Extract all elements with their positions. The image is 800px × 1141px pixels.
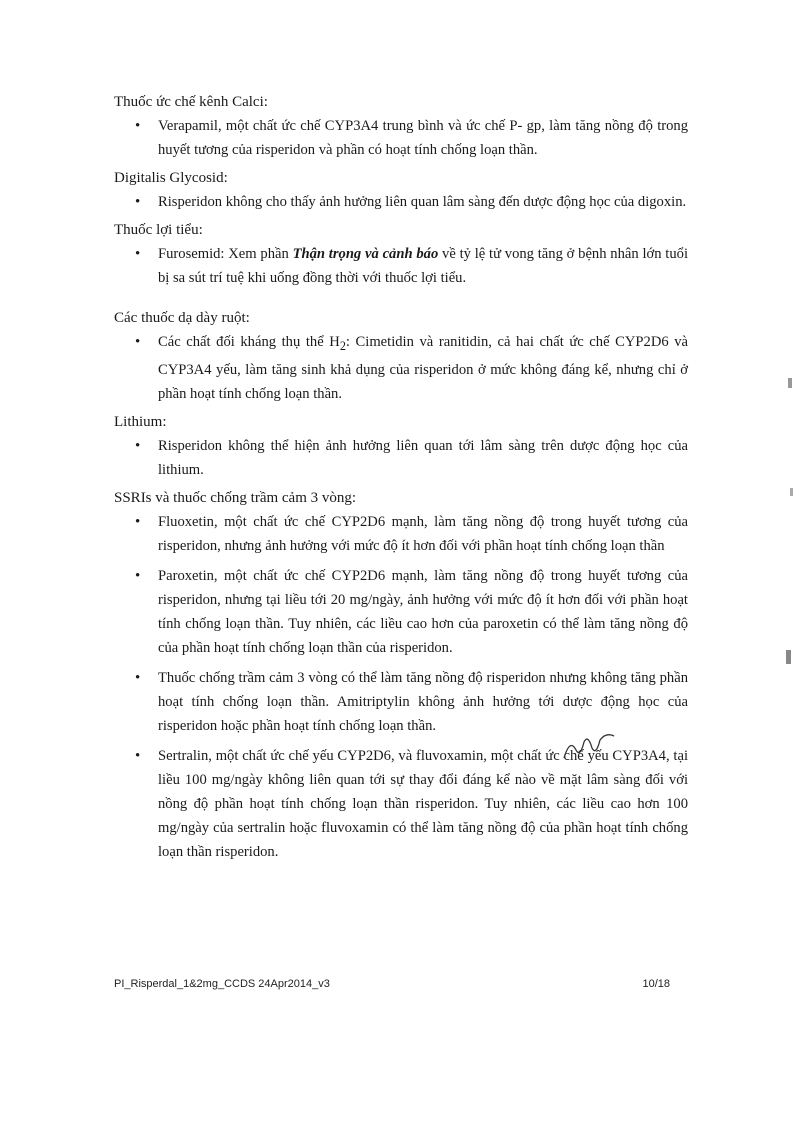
bullet-list	[114, 510, 688, 864]
list-item: • Furosemid: Xem phần Thận trọng và cảnh báo về tỷ lệ tử vong tăng ở bệnh nhân lớn tuổi bị sa sút trí tuệ khi uống đồng thời với thuốc lợi tiểu.	[114, 242, 688, 290]
section-heading: SSRIs và thuốc chống trầm cảm 3 vòng:	[114, 489, 357, 506]
section-heading: Lithium:	[114, 413, 167, 430]
list-item: • Verapamil, một chất ức chế CYP3A4 trung bình và ức chế P- gp, làm tăng nồng độ trong huyết tương của risperidon và phần có hoạt tính chống loạn thần.	[114, 114, 688, 162]
section-heading: Digitalis Glycosid:	[114, 170, 228, 186]
handwritten-initial	[560, 728, 620, 768]
list-item: • Risperidon không cho thấy ảnh hưởng liên quan lâm sàng đến dược động học của digoxin.	[114, 190, 688, 214]
scan-speck	[790, 488, 793, 496]
list-item: • Risperidon không thể hiện ảnh hưởng liên quan tới lâm sàng trên dược động học của lithium.	[114, 434, 688, 482]
bullet-icon: •	[135, 747, 141, 764]
section-calcium-channel-blockers	[114, 92, 688, 162]
bullet-icon: •	[135, 118, 141, 134]
bullet-icon: •	[135, 513, 141, 530]
page-number: 10/18	[642, 978, 670, 990]
list-item: • Fluoxetin, một chất ức chế CYP2D6 mạnh, làm tăng nồng độ trong huyết tương của risperidon, nhưng ảnh hưởng với mức độ ít hơn đối với phần hoạt tính chống loạn thần	[114, 510, 688, 558]
bullet-list	[114, 190, 688, 214]
bullet-icon: •	[135, 334, 141, 350]
bullet-icon: •	[135, 246, 141, 262]
section-heading: Thuốc ức chế kênh Calci:	[114, 94, 268, 110]
section-heading: Thuốc lợi tiểu:	[114, 222, 203, 238]
scan-speck	[786, 650, 791, 664]
section-diuretics	[114, 220, 688, 290]
bullet-icon: •	[135, 669, 141, 686]
list-item: • Các chất đối kháng thụ thể $H_2$: Cimetidin và ranitidin, cả hai chất ức chế CYP2D6 và CYP3A4 yếu, làm tăng sinh khả dụng của risperidon ở mức không đáng kể, nhưng chỉ ở phần hoạt tính chống loạn thần.	[114, 330, 688, 406]
list-item: • Paroxetin, một chất ức chế CYP2D6 mạnh, làm tăng nồng độ trong huyết tương của risperidon, nhưng tại liều tới 20 mg/ngày, ảnh hưởng với mức độ ít hơn đối với phần hoạt tính chống loạn thần. Tuy nhiên, các liều cao hơn của paroxetin có thể làm tăng nồng độ của phần hoạt tính chống loạn thần của risperidon.	[114, 564, 688, 660]
page-footer	[114, 978, 670, 990]
bullet-icon: •	[135, 567, 141, 584]
bullet-icon: •	[135, 437, 141, 454]
section-lithium	[114, 412, 688, 482]
scan-speck	[788, 378, 792, 388]
section-digitalis	[114, 168, 688, 214]
list-item: • Thuốc chống trầm cảm 3 vòng có thể làm tăng nồng độ risperidon nhưng không tăng phần hoạt tính chống loạn thần. Amitriptylin không ảnh hưởng tới dược động học của risperidon hoặc phần hoạt tính chống loạn thần.	[114, 666, 688, 738]
list-item: • Sertralin, một chất ức chế yếu CYP2D6, và fluvoxamin, một chất ức chế yếu CYP3A4, tại liều 100 mg/ngày không liên quan tới sự thay đổi đáng kể nào về mặt lâm sàng đối với nồng độ phần hoạt tính chống loạn thần risperidon. Tuy nhiên, các liều cao hơn 100 mg/ngày của sertralin hoặc fluvoxamin có thể làm tăng nồng độ của phần hoạt tính chống loạn thần risperidon.	[114, 744, 688, 864]
cross-reference-emphasis: Thận trọng và cảnh báo	[292, 246, 439, 262]
bullet-list	[114, 434, 688, 482]
section-heading: Các thuốc dạ dày ruột:	[114, 310, 250, 326]
bullet-list	[114, 242, 688, 290]
bullet-list	[114, 114, 688, 162]
section-ssri-tricyclics	[114, 488, 688, 864]
bullet-list	[114, 330, 688, 406]
section-gastrointestinal	[114, 308, 688, 406]
document-id: PI_Risperdal_1&2mg_CCDS 24Apr2014_v3	[114, 978, 330, 990]
bullet-icon: •	[135, 194, 141, 210]
